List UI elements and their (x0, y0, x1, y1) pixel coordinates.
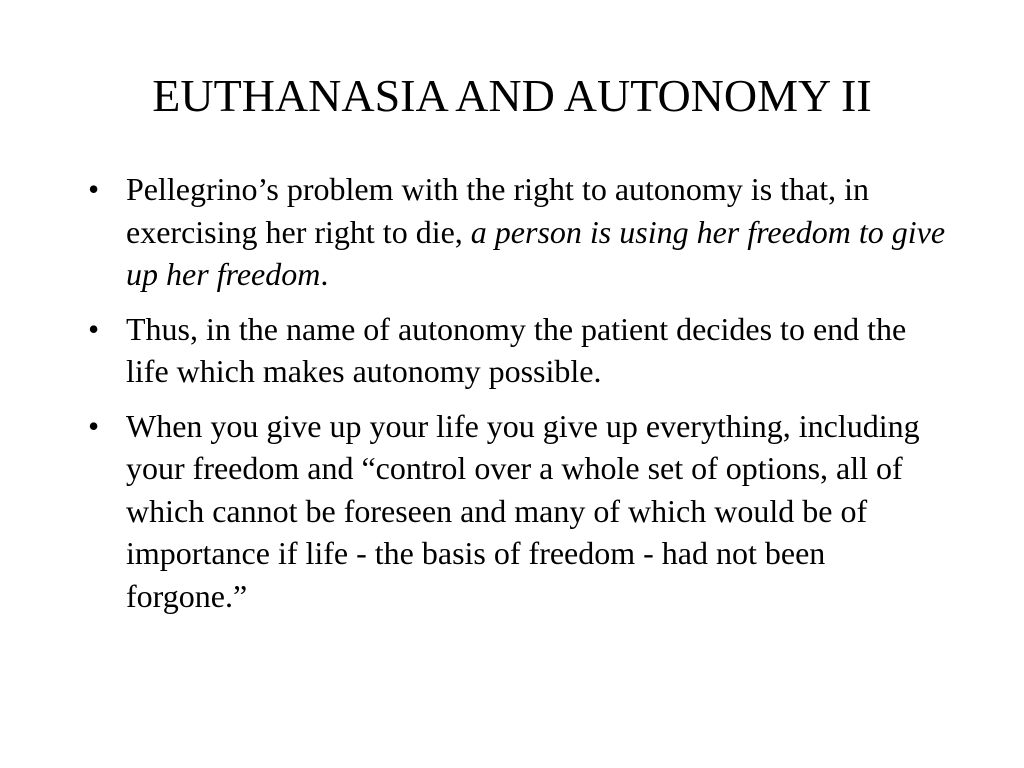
bullet-icon: • (88, 171, 100, 207)
bullet-icon: • (88, 310, 100, 347)
bullet-icon: • (88, 407, 100, 444)
bullet-text-2: Thus, in the name of autonomy the patient decides to end the life which makes autonomy possible. (126, 310, 907, 389)
bullet-list (86, 168, 946, 629)
bullet-item-1 (86, 168, 946, 296)
bullet-text-1-after: . (320, 256, 329, 292)
slide-title: EUTHANASIA AND AUTONOMY II (152, 70, 872, 121)
bullet-item-3 (86, 405, 946, 618)
bullet-text-3: When you give up your life you give up everything, including your freedom and “control over a whole set of options, all of which cannot be foreseen and many of which would be of importance if life - the basis of freedom - had not been forgone.” (126, 407, 920, 614)
bullet-text-1-before: Pellegrino’s problem with the right to autonomy is that, in exercising her right to die, (126, 171, 870, 250)
bullet-text-1-italic: a person is using her freedom to give up her freedom (126, 213, 946, 292)
bullet-item-2 (86, 308, 946, 393)
